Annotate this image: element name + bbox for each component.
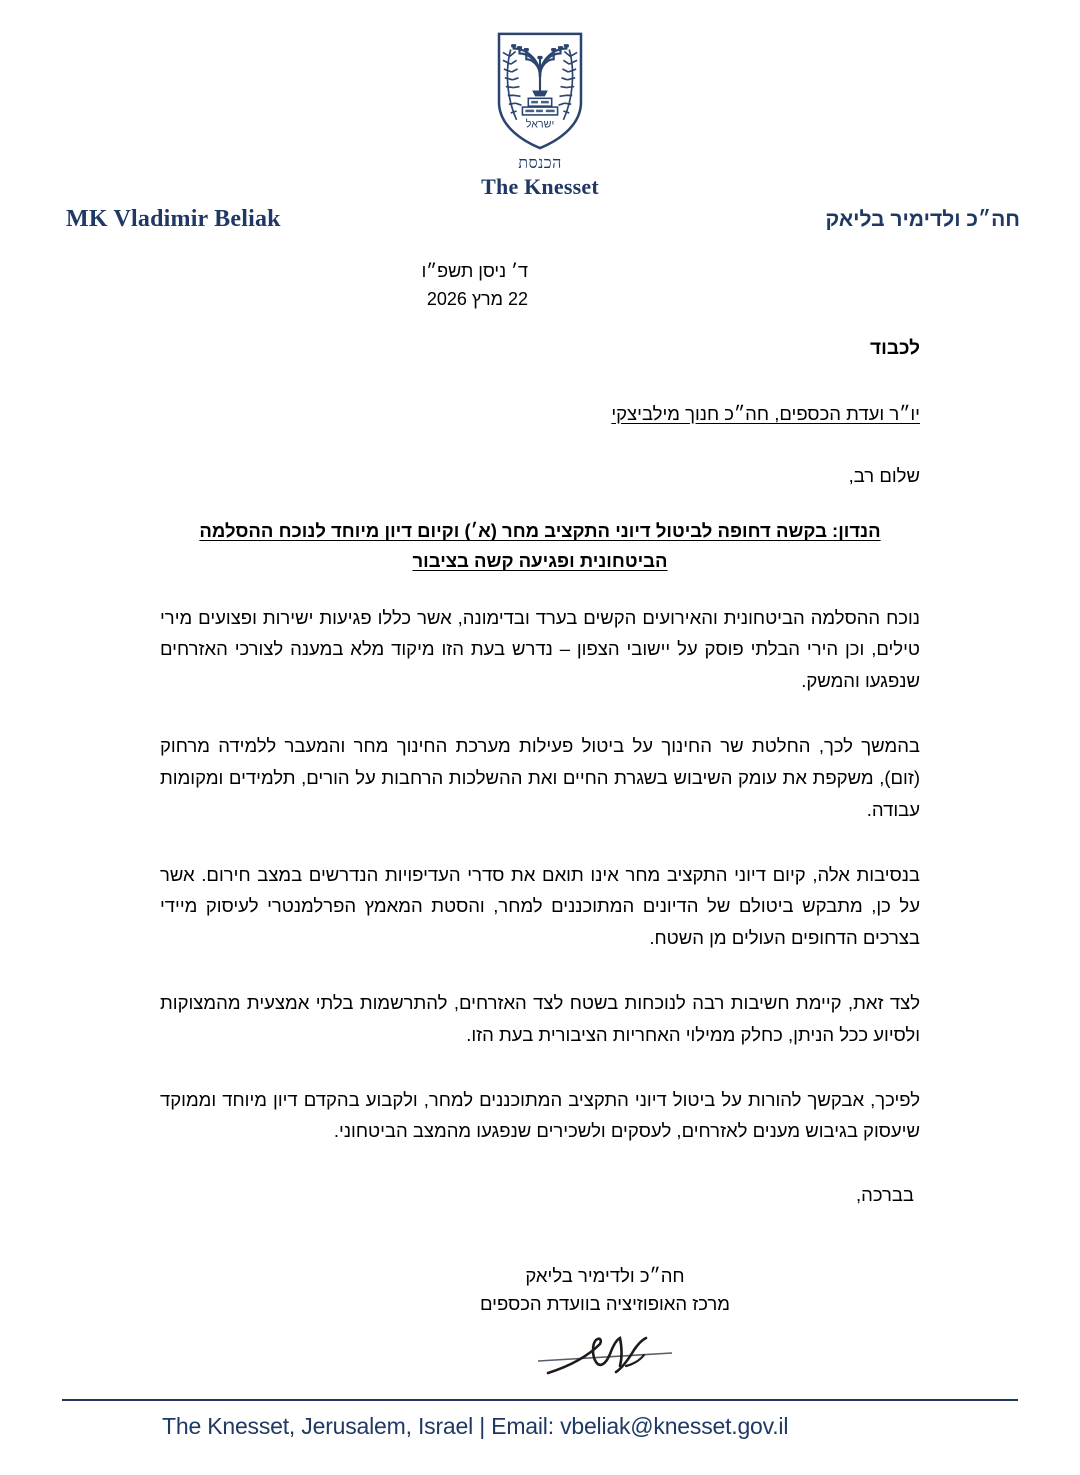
signature-mark-wrap xyxy=(160,1328,920,1393)
mk-name-band xyxy=(60,206,1020,240)
signature-role: מרכז האופוזיציה בוועדת הכספים xyxy=(480,1292,730,1314)
subject-line xyxy=(160,516,920,575)
letterhead xyxy=(0,30,1080,200)
body-paragraph: בנסיבות אלה, קיום דיוני התקציב מחר אינו תואם את סדרי העדיפויות הנדרשים במצב חירום. אשר על כן, מתבקש ביטולם של הדיונים המתוכננים למחר, והסטת המאמץ הפרלמנטרי לעיסוק מיידי בצרכים הדחופים העולים מן השטח. xyxy=(160,863,920,949)
body-paragraph: לצד זאת, קיימת חשיבות רבה לנוכחות בשטח לצד האזרחים, להתרשמות בלתי אמצעית מהמצוקות ולסיוע ככל הניתן, כחלק ממילוי האחריות הציבורית בעת הזו. xyxy=(160,991,920,1045)
mk-name-hebrew: חה״כ ולדימיר בליאק xyxy=(825,208,1020,231)
recipient-line: יו״ר ועדת הכספים, חה״כ חנוך מילביצקי xyxy=(611,402,920,424)
footer-divider xyxy=(62,1399,1018,1401)
greeting-line: שלום רב, xyxy=(848,464,920,486)
emblem-israel-text: ישראל xyxy=(525,118,555,131)
closing-line: בברכה, xyxy=(855,1184,914,1206)
body-paragraph: בהמשך לכך, החלטת שר החינוך על ביטול פעילות מערכת החינוך מחר והמעבר ללמידה מרחוק (זום), משקפת את עומק השיבוש בשגרת החיים ואת ההשלכות הרחבות על הורים, תלמידים ומקומות עבודה. xyxy=(160,735,920,820)
org-name-hebrew: הכנסת xyxy=(518,155,562,172)
body-paragraph: נוכח ההסלמה הביטחונית והאירועים הקשים בערד ובדימונה, אשר כללו פגיעות ישירות ופצועים מירי טילים, וכן הירי הבלתי פוסק על יישובי הצפון – נדרש בעת הזו מיקוד מלא במענה לצורכי האזרחים שנפגעו והמשק. xyxy=(160,606,920,692)
signature-name: חה״כ ולדימיר בליאק xyxy=(525,1265,685,1287)
org-name-english: The Knesset xyxy=(481,174,599,199)
handwritten-signature-icon xyxy=(530,1328,680,1384)
subject-line-part-1: הנדון: בקשה דחופה לביטול דיוני התקציב מחר (א׳) וקיום דיון מיוחד לנוכח ההסלמה xyxy=(199,520,881,542)
date-gregorian: 22 מרץ 2026 xyxy=(426,288,528,309)
subject-line-part-2: הביטחונית ופגיעה קשה בציבור xyxy=(412,550,668,572)
mk-name-english: MK Vladimir Beliak xyxy=(66,206,281,232)
date-block xyxy=(160,258,920,314)
body-paragraph: לפיכך, אבקשך להורות על ביטול דיוני התקציב המתוכננים למחר, ולקבוע בהקדם דיון מיוחד וממוקד שיעסוק בגיבוש מענים לאזרחים, לעסקים ולשכירים שנפגעו מהמצב הביטחוני. xyxy=(160,1088,920,1142)
date-hebrew: ד׳ ניסן תשפ״ו xyxy=(421,261,528,281)
to-label: לכבוד xyxy=(870,337,920,359)
letter-body xyxy=(160,258,920,1393)
footer-contact-text: The Knesset, Jerusalem, Israel | Email: vbeliak@knesset.gov.il xyxy=(162,1413,789,1439)
knesset-emblem-icon xyxy=(491,30,589,152)
signature-block xyxy=(160,1262,920,1318)
